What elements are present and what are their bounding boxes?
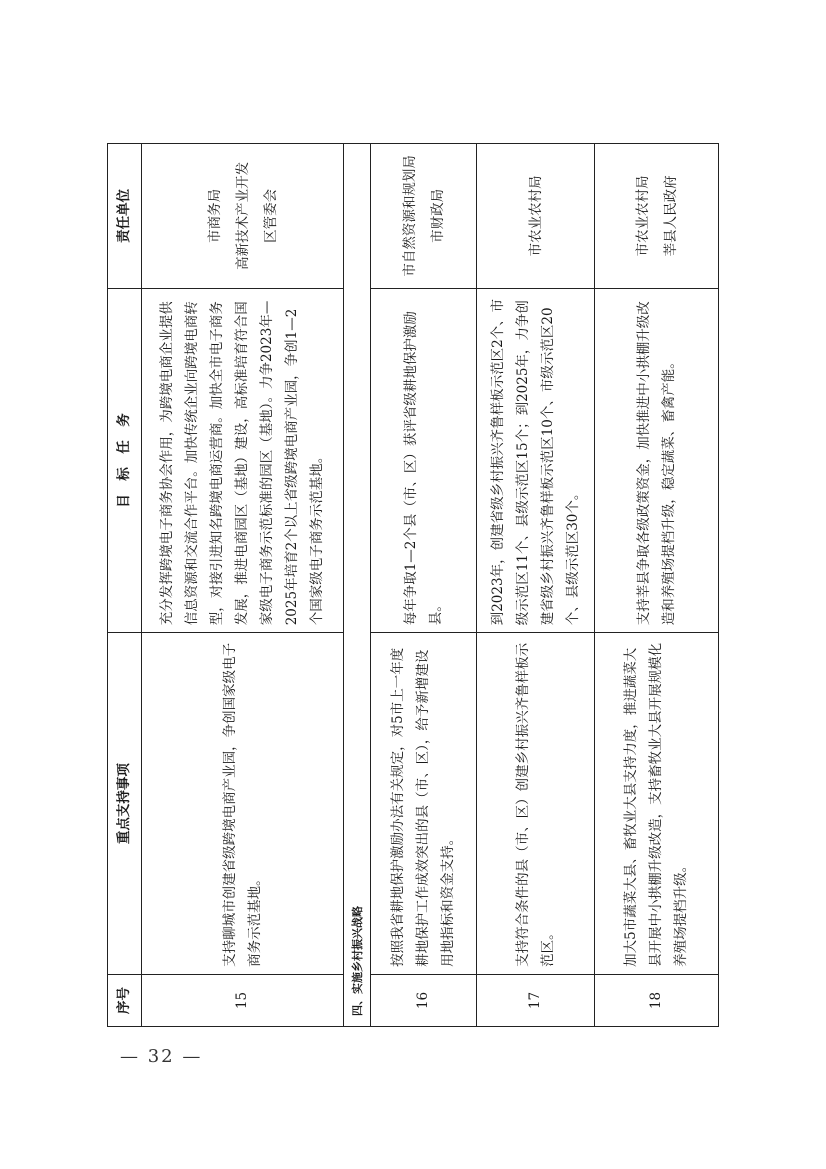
unit-line: 市商务局 (206, 188, 223, 243)
target-task: 支持莘县争取各级政策资金，加快推进中小拱棚升级改造和养殖场提档升级，稳定蔬菜、畜禽产能。 (595, 288, 719, 633)
row-number: 17 (477, 974, 595, 1026)
responsible-unit (595, 144, 719, 289)
header-item: 重点支持事项 (108, 633, 142, 975)
table-row (595, 144, 719, 1027)
row-number: 18 (595, 974, 719, 1026)
section-row (344, 144, 371, 1027)
responsible-unit (371, 144, 477, 289)
support-item: 按照我省耕地保护激励办法有关规定，对5市上一年度耕地保护工作成效突出的县（市、区），给予新增建设用地指标和资金支持。 (371, 633, 477, 975)
table-row (477, 144, 595, 1027)
support-item: 加大5市蔬菜大县、畜牧业大县支持力度，推进蔬菜大县开展中小拱棚升级改造，支持畜牧业大县开展规模化养殖场提档升级。 (595, 633, 719, 975)
table-header-row (108, 144, 142, 1027)
support-item: 支持符合条件的县（市、区）创建乡村振兴齐鲁样板示范区。 (477, 633, 595, 975)
header-no: 序号 (108, 974, 142, 1026)
unit-line: 区管委会 (262, 188, 279, 243)
responsible-unit (142, 144, 344, 289)
target-task: 每年争取1—2个县（市、区）获评省级耕地保护激励县。 (371, 288, 477, 633)
header-unit: 责任单位 (108, 144, 142, 289)
row-number: 16 (371, 974, 477, 1026)
unit-line: 市农业农村局 (527, 175, 544, 257)
page-number: — 32 — (120, 1046, 203, 1067)
unit-line: 莘县人民政府 (662, 175, 679, 257)
unit-line: 市农业农村局 (634, 175, 651, 257)
table-row (142, 144, 344, 1027)
support-item: 支持聊城市创建省级跨境电商产业园，争创国家级电子商务示范基地。 (142, 633, 344, 975)
section-heading: 四、实施乡村振兴战略 (344, 144, 371, 1027)
row-number: 15 (142, 974, 344, 1026)
unit-line: 高新技术产业开发 (234, 161, 251, 270)
unit-line: 市财政局 (429, 188, 446, 243)
header-task: 目 标 任 务 (108, 288, 142, 633)
rotated-table-container (107, 143, 717, 1027)
table-row (371, 144, 477, 1027)
responsible-unit (477, 144, 595, 289)
support-items-table (107, 143, 719, 1027)
target-task: 到2023年，创建省级乡村振兴齐鲁样板示范区2个、市级示范区11个、县级示范区15个；到2025年，力争创建省级乡村振兴齐鲁样板示范区10个、市级示范区20个、县级示范区30个。 (477, 288, 595, 633)
target-task: 充分发挥跨境电子商务协会作用，为跨境电商企业提供信息资源和交流合作平台。加快传统企业向跨境电商转型，对接引进知名跨境电商运营商。加快全市电子商务发展，推进电商园区（基地）建设，高标准培育符合国家级电子商务示范标准的园区（基地）。力争2023年—2025年培育2个以上省级跨境电商产业园，争创1—2个国家级电子商务示范基地。 (142, 288, 344, 633)
unit-line: 市自然资源和规划局 (401, 155, 418, 277)
